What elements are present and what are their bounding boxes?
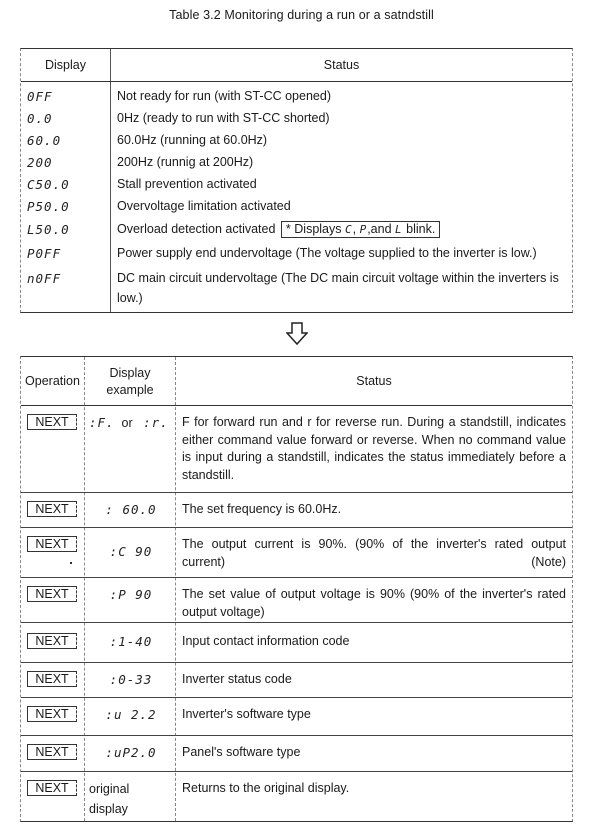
table-title: Table 3.2 Monitoring during a run or a satndstill	[169, 8, 434, 22]
display-example: :0-33	[109, 672, 153, 687]
header-display-example-line1: Display	[109, 366, 151, 380]
header-operation: Operation	[25, 374, 80, 388]
status-text: The set value of output voltage is 90% (90% of the inverter's rated output voltage)	[182, 587, 566, 619]
status-text: Input contact information code	[182, 634, 350, 648]
status-text: Inverter's software type	[182, 707, 311, 721]
header-display-example	[85, 365, 175, 399]
note-code-p: P	[359, 223, 368, 236]
monitoring-display-table	[20, 48, 573, 313]
status-text: Panel's software type	[182, 745, 301, 759]
status-text: F for forward run and r for reverse run. During a standstill, indicates either command value forward or reverse. When no command value is input during a standstill, indicates the status immediately before a standstill.	[182, 415, 566, 482]
header-status: Status	[323, 58, 360, 72]
status-text: Overvoltage limitation activated	[117, 199, 291, 213]
display-example: :1-40	[109, 634, 153, 649]
display-code: 0FF	[27, 89, 53, 104]
table-row	[21, 174, 572, 196]
status-text: 200Hz (runnig at 200Hz)	[117, 155, 254, 169]
display-code: C50.0	[27, 177, 70, 192]
display-code: 200	[27, 155, 53, 170]
status-text: Overload detection activated	[117, 222, 276, 236]
next-button[interactable]: NEXT	[27, 780, 77, 796]
display-example: :P 90	[109, 587, 153, 602]
next-operation-table	[20, 356, 573, 822]
table-row	[21, 130, 572, 152]
display-code-reverse: :r.	[143, 415, 169, 430]
display-code: 60.0	[27, 133, 62, 148]
table-header	[21, 357, 572, 406]
table-row	[21, 663, 572, 698]
next-button[interactable]: NEXT	[27, 633, 77, 649]
note-and: ,and	[367, 222, 392, 236]
status-cell	[182, 536, 566, 571]
header-status: Status	[356, 374, 392, 388]
note-sep: ,	[352, 222, 357, 236]
table-row	[21, 772, 572, 822]
display-original-line2: display	[89, 802, 128, 816]
status-text-with-note	[117, 219, 568, 239]
table-row	[21, 493, 572, 528]
down-arrow-icon	[286, 322, 308, 346]
display-example	[89, 779, 173, 819]
status-text: 0Hz (ready to run with ST-CC shorted)	[117, 111, 330, 125]
status-text: The set frequency is 60.0Hz.	[182, 502, 342, 516]
status-text: Not ready for run (with ST-CC opened)	[117, 89, 331, 103]
status-note: (Note)	[531, 554, 566, 569]
display-example: :u 2.2	[105, 707, 157, 722]
table-header	[21, 49, 572, 82]
display-example: :C 90	[109, 544, 153, 559]
status-text: Stall prevention activated	[117, 177, 257, 191]
display-code: P50.0	[27, 199, 70, 214]
status-text: 60.0Hz (running at 60.0Hz)	[117, 133, 268, 147]
status-text: Returns to the original display.	[182, 781, 350, 795]
note-code-l: L	[395, 223, 403, 236]
next-button[interactable]: NEXT	[27, 536, 77, 552]
next-button[interactable]: NEXT	[27, 586, 77, 602]
table-row	[21, 528, 572, 578]
next-button[interactable]: NEXT	[27, 501, 77, 517]
table-row	[21, 406, 572, 493]
header-display-example-line2: example	[106, 383, 154, 397]
table-row	[21, 86, 572, 108]
display-code: L50.0	[27, 222, 70, 237]
status-text: Inverter status code	[182, 672, 292, 686]
table-row	[21, 196, 572, 218]
note-suffix: blink.	[406, 222, 436, 236]
note-prefix: * Displays	[285, 222, 342, 236]
table-row	[21, 623, 572, 663]
table-row	[21, 152, 572, 174]
note-code-c: C	[344, 223, 353, 236]
status-text: DC main circuit undervoltage (The DC main circuit voltage within the inverters is low.)	[117, 271, 559, 305]
status-text: Power supply end undervoltage (The voltage supplied to the inverter is low.)	[117, 246, 537, 260]
display-code: n0FF	[27, 271, 62, 286]
table-row	[21, 219, 572, 241]
display-or: or	[121, 416, 133, 430]
next-button[interactable]: NEXT	[27, 744, 77, 760]
table-row	[21, 108, 572, 130]
table-row	[21, 736, 572, 772]
display-example: :uP2.0	[105, 745, 157, 760]
next-button[interactable]: NEXT	[27, 414, 77, 430]
table-row	[21, 243, 572, 265]
next-button[interactable]: NEXT	[27, 671, 77, 687]
display-example: : 60.0	[105, 502, 157, 517]
display-code: P0FF	[27, 246, 62, 261]
display-code: 0.0	[27, 111, 53, 126]
header-display: Display	[45, 58, 86, 72]
dot-mark	[70, 562, 72, 564]
status-text: The output current is 90%. (90% of the inverter's rated output current)	[182, 537, 566, 569]
display-example	[89, 415, 173, 430]
table-row	[21, 268, 572, 308]
display-code-forward: :F.	[89, 415, 115, 430]
next-button[interactable]: NEXT	[27, 706, 77, 722]
table-row	[21, 578, 572, 623]
blink-note-box	[281, 221, 440, 238]
table-row	[21, 698, 572, 736]
display-original-line1: original	[89, 782, 130, 796]
